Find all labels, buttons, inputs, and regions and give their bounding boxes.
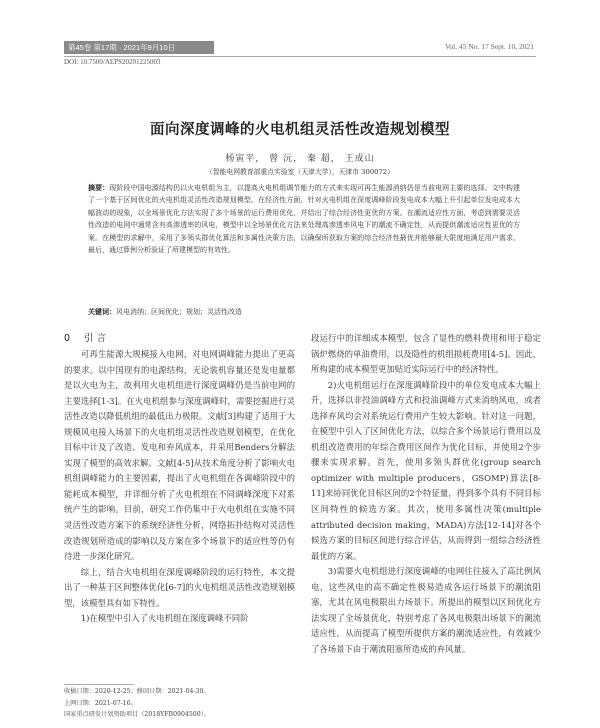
body-paragraph: 段运行中的详细成本模型，包含了显性的燃料费用和用于稳定锅炉燃烧的单油费用，以及隐性的机组损耗费用[4-5]。因此，所构建的成本模型更加贴近实际运行中的经济特性。 bbox=[311, 333, 541, 375]
footnote-funding: 国家重点研发计划资助项目（2018YFB0904500）。 bbox=[64, 711, 210, 718]
keywords-block bbox=[88, 306, 520, 318]
doi-link[interactable]: DOI: 10.7500/AEPS20201225003 bbox=[64, 58, 161, 66]
body-paragraph: 1)在模型中引入了火电机组在深度调峰不同阶 bbox=[80, 613, 249, 624]
author-affiliation: （智能电网教育部重点实验室（天津大学），天津市 300072） bbox=[206, 168, 394, 176]
body-paragraph: 综上，结合火电机组在深度调峰阶段的运行特性，本文提出了一种基于区间整体优化[6-7]的火电机组灵活性改造规划模型，该模型具有如下特性。 bbox=[64, 566, 295, 608]
body-paragraph: 可再生能源大规模接入电网，对电网调峰能力提出了更高的要求。以中国现有的电源结构，无论装机容量还是发电量都是以火电为主，故利用火电机组进行深度调峰仍是当前电网的主要选择[1-3]。在火电机组参与深度调峰时，需要挖掘进行灵活性改造以降低机组的最低出力极限。文献[3]构建了适用于大规模风电接入场景下的火电机组灵活性改造规划模型，在优化目标中计及了改造、发电和弃风成本，并采用Benders分解法实现了模型的高效求解。文献[4-5]从技术角度分析了影响火电机组调峰能力的主要因素，提出了火电机组在各调峰阶段中的能耗成本模型，并详细分析了火电机组在不同调峰深度下对系统产生的影响。目前，研究工作仍集中于火电机组在实施不同灵活性改造方案下的系统经济性分析，网络拓扑结构对灵活性改造规划所造成的影响以及方案在多个场景下的适应性等仍有待进一步深化研究。 bbox=[64, 349, 295, 562]
journal-issue-tag: 第45卷 第17期 · 2021年9月10日 bbox=[64, 41, 214, 54]
paper-title: 面向深度调峰的火电机组灵活性改造规划模型 bbox=[150, 122, 450, 138]
right-column bbox=[311, 331, 541, 657]
section-number: 0 bbox=[64, 333, 71, 344]
footnote-divider bbox=[64, 684, 134, 685]
body-paragraph: 2)火电机组运行在深度调峰阶段中的单位发电成本大幅上升，选择以非投油调峰方式和投油调峰方式来消纳风电，或者选择弃风均会对系统运行费用产生较大影响。针对这一问题，在模型中引入了区间优化方法，以综合多个场景运行费用以及机组改造费用的年综合费用区间作为优化目标，并使用2个步骤来实现求解。首先，使用多领头群优化(group search optimizer with multiple producers，GSOMP)算法[8-11]来协同优化目标区间的2个特征量，得到多个具有不同目标区间特性的候选方案。其次，使用多属性决策(multiple attributed decision making，MADA)方法[12-14]对各个候选方案的目标区间进行综合评估，从而得到一组综合经济性最优的方案。 bbox=[311, 379, 541, 561]
abstract-text: 现阶段中国电源结构仍以火电机组为主，以提高火电机组调节能力的方式来实现可再生能源消纳仍是当前电网主要的选择。文中构建了一个基于区间优化的火电机组灵活性改造规划模型。在经济性方面，针对火电机组在深度调峰阶段发电成本大幅上升引起单位发电成本大幅波动的现象，以全场景优化方法实现了多个场景的运行费用优化，并给出了综合经济性更优的方案。在潮流适应性方面，考虑到需要灵活性改造的电网中通常含有高渗透率的风电，模型中以全场景优化方法来处理高渗透率风电下的潮流不确定性，从而提供潮流适应性更优的方案。在模型的求解中，采用了多领头群优化算法和多属性决策方法，以确保所获取方案的综合经济性最优并能够最大限度地满足用户需求。最后，通过算例分析验证了所建模型的有效性。 bbox=[88, 184, 520, 255]
section-heading bbox=[64, 330, 120, 344]
footnote-received: 收稿日期：2020-12-25；修回日期：2021-04-30。 bbox=[64, 688, 210, 695]
body-paragraph: 3)需要火电机组进行深度调峰的电网往往接入了高比例风电，这些风电的高不确定性极易造成各运行场景下的潮流阻塞，尤其在风电极限出力场景下。所提出的模型以区间优化方法实现了全场景优化，特别考虑了各风电极限出场景下的潮流适应性，从而提高了模型所提供方案的潮流适应性，有效减少了各场景下由于潮流阻塞所造成的弃风量。 bbox=[311, 566, 541, 654]
keywords-text: 风电消纳；区间优化；规划；灵活性改造 bbox=[116, 308, 242, 316]
abstract-label: 摘要： bbox=[88, 184, 110, 192]
keywords-label: 关键词： bbox=[88, 308, 116, 316]
footnote-online: 上网日期：2021-07-16。 bbox=[64, 699, 137, 707]
author-list: 杨寅平， 曾 沅， 秦 超， 王成山 bbox=[225, 154, 375, 164]
section-title: 引 言 bbox=[84, 333, 107, 344]
abstract-block bbox=[88, 182, 520, 256]
journal-volume-info: Vol. 45 No. 17 Sept. 10, 2021 bbox=[444, 42, 534, 51]
left-column bbox=[64, 347, 295, 627]
footnotes bbox=[64, 686, 304, 721]
header-divider bbox=[64, 56, 536, 57]
